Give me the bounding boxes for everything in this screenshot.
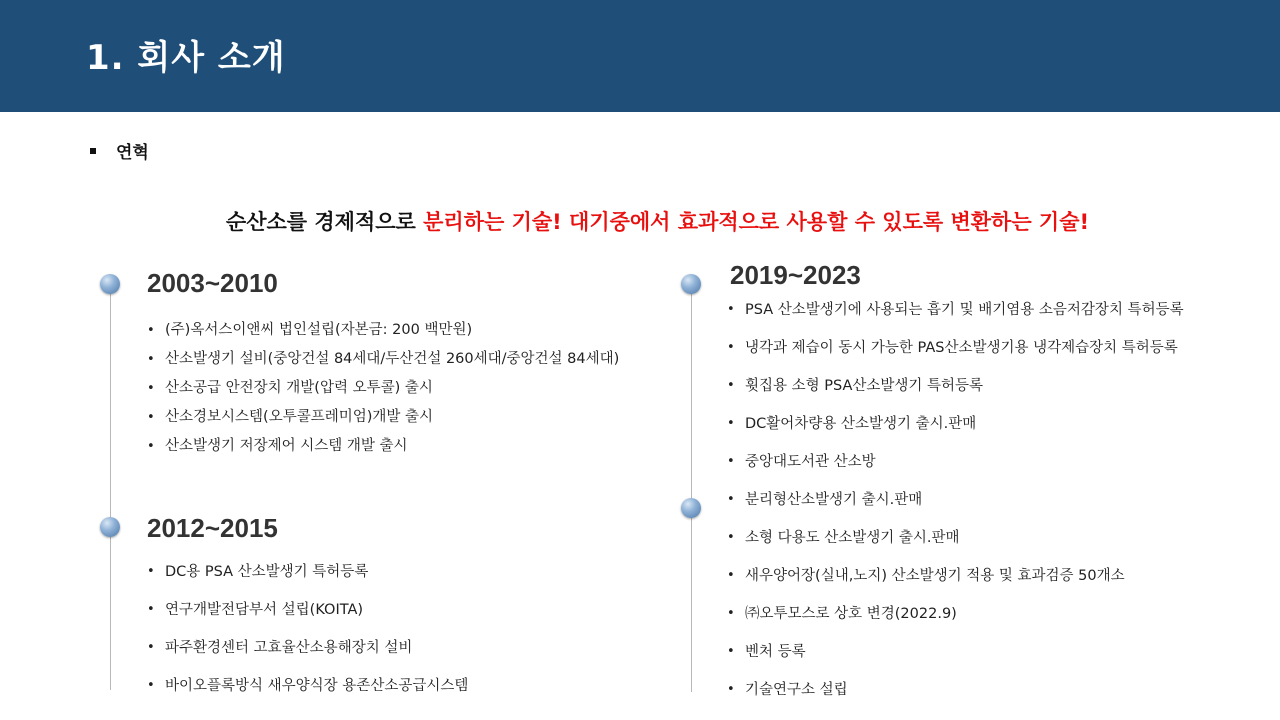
timeline-dot-2003 <box>100 274 120 294</box>
list-item: • DC활어차량용 산소발생기 출시.판매 <box>727 405 1184 443</box>
timeline-dot-mid <box>681 498 701 518</box>
tagline <box>0 206 1280 236</box>
timeline-line-left <box>110 284 111 690</box>
list-item: • 산소발생기 설비(중앙건설 84세대/두산건설 260세대/중앙건설 84세대) <box>147 345 619 374</box>
list-item: • 소형 다용도 산소발생기 출시.판매 <box>727 519 1184 557</box>
list-item: • 중앙대도서관 산소방 <box>727 443 1184 481</box>
section-heading <box>90 138 149 163</box>
list-item: • 휫집용 소형 PSA산소발생기 특허등록 <box>727 367 1184 405</box>
list-item: • 새우양어장(실내,노지) 산소발생기 적용 및 효과검증 50개소 <box>727 557 1184 595</box>
list-item: • 산소발생기 저장제어 시스템 개발 출시 <box>147 432 619 461</box>
page-title: 1. 회사 소개 <box>86 38 286 78</box>
tagline-black: 순산소를 경제적으로 <box>225 210 424 234</box>
timeline-line-right <box>691 284 692 692</box>
era-list-2019 <box>727 291 1184 709</box>
title-bar <box>0 0 1280 112</box>
list-item: • 산소공급 안전장치 개발(압력 오투콜) 출시 <box>147 374 619 403</box>
list-item: • DC용 PSA 산소발생기 특허등록 <box>147 553 468 591</box>
list-item: • 연구개발전담부서 설립(KOITA) <box>147 591 468 629</box>
list-item: • 파주환경센터 고효율산소용해장치 설비 <box>147 629 468 667</box>
timeline-dot-2012 <box>100 517 120 537</box>
list-item: • 벤처 등록 <box>727 633 1184 671</box>
timeline-dot-2019 <box>681 274 701 294</box>
era-title-2003: 2003~2010 <box>147 268 278 298</box>
list-item: • 냉각과 제습이 동시 가능한 PAS산소발생기용 냉각제습장치 특허등록 <box>727 329 1184 367</box>
list-item: • 분리형산소발생기 출시.판매 <box>727 481 1184 519</box>
era-title-2019: 2019~2023 <box>730 260 861 290</box>
list-item: • (주)옥서스이앤씨 법인설립(자본금: 200 백만원) <box>147 316 619 345</box>
list-item: • 기술연구소 설립 <box>727 671 1184 709</box>
list-item: • PSA 산소발생기에 사용되는 흡기 및 배기염용 소음저감장치 특허등록 <box>727 291 1184 329</box>
list-item: • ㈜오투모스로 상호 변경(2022.9) <box>727 595 1184 633</box>
list-item: • 산소경보시스템(오투콜프레미엄)개발 출시 <box>147 403 619 432</box>
era-title-2012: 2012~2015 <box>147 513 278 543</box>
list-item: • 바이오플록방식 새우양식장 용존산소공급시스템 <box>147 667 468 705</box>
era-list-2003 <box>147 316 619 461</box>
section-label-text: 연혁 <box>116 143 149 163</box>
era-list-2012 <box>147 553 468 705</box>
tagline-red: 분리하는 기술! 대기중에서 효과적으로 사용할 수 있도록 변환하는 기술! <box>423 210 1090 234</box>
square-bullet-icon <box>90 148 96 154</box>
